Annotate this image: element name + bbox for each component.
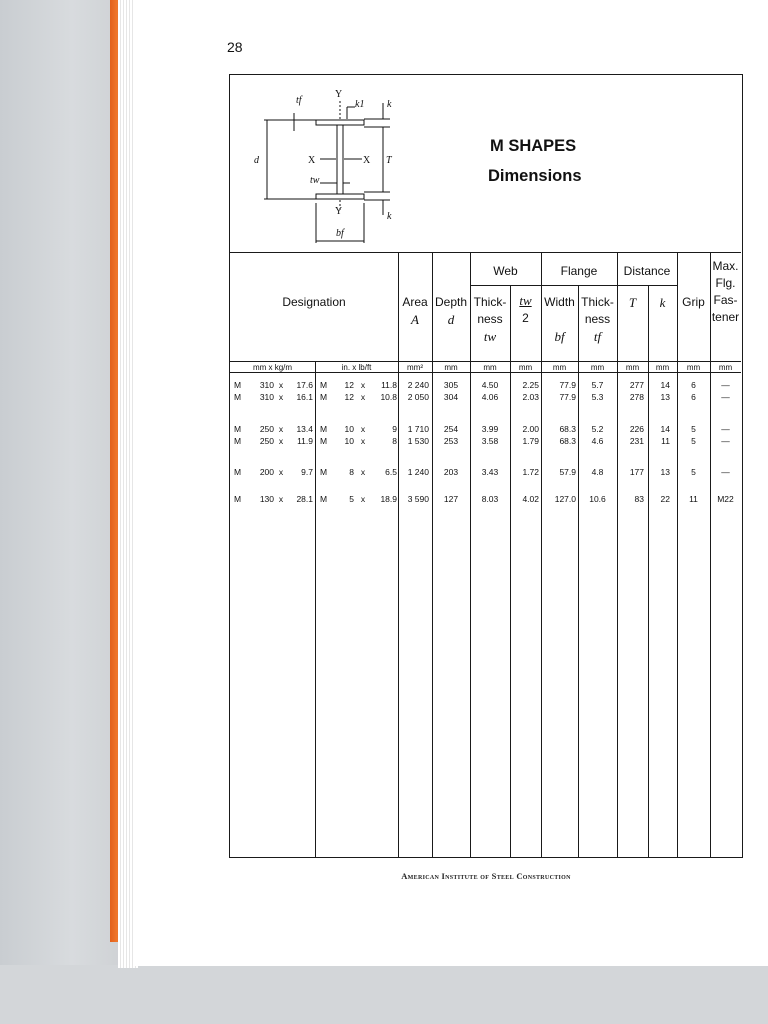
header-flange-thickness: Thick- ness tf <box>581 295 614 344</box>
table-frame <box>229 74 743 858</box>
cell-tw2: 2.00 <box>522 424 539 434</box>
unit-T: mm <box>625 363 640 372</box>
cell-tw: 8.03 <box>481 494 499 504</box>
cell-m-mass: 9.7 <box>301 467 313 477</box>
label-bf: bf <box>336 228 344 239</box>
cell-area: 1 710 <box>407 424 429 434</box>
header-rule <box>230 372 741 373</box>
cell-grip: 5 <box>691 467 696 477</box>
cell-grip: 6 <box>691 392 696 402</box>
header-distance: Distance <box>623 264 671 278</box>
header-k: k <box>659 295 666 310</box>
web <box>337 125 343 194</box>
cell-mx: x <box>278 392 284 402</box>
cell-i-wt: 10.8 <box>380 392 397 402</box>
page-number: 28 <box>227 39 243 55</box>
cell-bf: 77.9 <box>559 392 576 402</box>
top-flange <box>316 120 364 125</box>
cell-ix: x <box>360 436 366 446</box>
cell-depth: 203 <box>443 467 459 477</box>
cell-depth: 254 <box>443 424 459 434</box>
label-d: d <box>254 155 259 166</box>
cell-tf: 4.6 <box>591 436 604 446</box>
cell-mx: x <box>278 467 284 477</box>
cell-m-mass: 13.4 <box>296 424 313 434</box>
header-designation: Designation <box>282 295 346 309</box>
header-web-thickness: Thick- ness tw <box>473 295 507 344</box>
cell-T: 278 <box>629 392 644 402</box>
col-divider <box>677 252 678 857</box>
cell-grip: 11 <box>689 494 698 504</box>
header-grip: Grip <box>682 295 705 309</box>
unit-tw: mm <box>483 363 497 372</box>
header-web: Web <box>493 264 518 278</box>
background-surface <box>0 0 120 1024</box>
cell-area: 3 590 <box>407 494 429 504</box>
unit-area: mm² <box>407 363 423 372</box>
cell-grip: 6 <box>691 380 696 390</box>
background-bottom <box>0 965 768 1024</box>
cell-fastener: — <box>721 380 730 390</box>
cell-tw2: 1.72 <box>522 467 539 477</box>
cell-i1: M <box>320 424 328 434</box>
cell-bf: 77.9 <box>559 380 576 390</box>
cell-i-depth: 12 <box>344 380 354 390</box>
cell-tw: 4.50 <box>481 380 499 390</box>
cell-mx: x <box>278 436 284 446</box>
cell-depth: 127 <box>443 494 459 504</box>
label-k-top: k <box>387 99 392 110</box>
cell-m-mass: 16.1 <box>296 392 313 402</box>
cell-tw2: 2.03 <box>522 392 539 402</box>
cell-ix: x <box>360 392 366 402</box>
cell-m-depth: 200 <box>259 467 274 477</box>
cell-i-wt: 11.8 <box>381 380 397 390</box>
header-rule <box>230 361 741 362</box>
cell-tw2: 4.02 <box>522 494 539 504</box>
header-flange-width: Width bf <box>544 295 575 344</box>
cell-T: 277 <box>629 380 644 390</box>
cell-bf: 68.3 <box>559 436 576 446</box>
title-area <box>230 75 741 253</box>
cell-k: 13 <box>660 467 670 477</box>
m-shape-diagram <box>250 83 410 243</box>
cell-mx: x <box>278 424 284 434</box>
cell-T: 231 <box>629 436 644 446</box>
unit-metric: mm x kg/m <box>252 363 293 372</box>
cell-depth: 305 <box>443 380 459 390</box>
cell-tf: 5.2 <box>591 424 604 434</box>
cell-i-depth: 5 <box>349 494 354 504</box>
cell-i1: M <box>320 436 328 446</box>
cell-ix: x <box>360 494 366 504</box>
unit-tw2: mm <box>518 363 533 372</box>
header-rule <box>470 285 677 286</box>
cell-tw2: 2.25 <box>522 380 539 390</box>
header-max-fastener: Max. Flg. Fas- tener <box>711 259 740 324</box>
cell-ix: x <box>360 380 366 390</box>
cell-m-mass: 17.6 <box>296 380 313 390</box>
cell-i-depth: 10 <box>344 436 354 446</box>
cell-depth: 304 <box>443 392 459 402</box>
label-k1: k1 <box>355 99 365 110</box>
col-divider <box>432 252 433 857</box>
header-depth: Depth d <box>434 295 468 327</box>
cell-tf: 5.3 <box>591 392 604 402</box>
cell-m-depth: 250 <box>259 436 274 446</box>
cell-tf: 4.8 <box>591 467 604 477</box>
label-y-top: Y <box>335 89 343 100</box>
cell-bf: 68.3 <box>559 424 576 434</box>
unit-depth: mm <box>444 363 458 372</box>
cell-tw: 4.06 <box>481 392 499 402</box>
cell-fastener: — <box>721 436 730 446</box>
header-web-half: tw 2 <box>519 293 532 325</box>
cell-i-wt: 18.9 <box>380 494 397 504</box>
unit-tf: mm <box>590 363 605 372</box>
cell-tw2: 1.79 <box>522 436 539 446</box>
cell-m-depth: 310 <box>259 392 274 402</box>
cell-m1: M <box>234 380 242 390</box>
label-y-bottom: Y <box>335 206 343 217</box>
cell-i-wt: 8 <box>392 436 397 446</box>
label-tw: tw <box>310 175 320 186</box>
cell-tf: 10.6 <box>589 494 606 504</box>
cell-m-mass: 28.1 <box>296 494 313 504</box>
cell-k: 13 <box>660 392 670 402</box>
cell-m-depth: 310 <box>259 380 274 390</box>
cell-fastener: — <box>721 392 730 402</box>
page-subtitle: Dimensions <box>488 167 582 185</box>
publisher-footer: American Institute of Steel Construction <box>401 871 571 881</box>
col-divider <box>617 252 618 857</box>
col-divider <box>398 252 399 857</box>
page-title: M SHAPES <box>490 137 577 155</box>
col-divider <box>710 252 711 857</box>
cell-tw: 3.99 <box>481 424 499 434</box>
cell-mx: x <box>278 494 284 504</box>
cell-i-depth: 12 <box>344 392 354 402</box>
cell-fastener: — <box>721 467 730 477</box>
cell-bf: 57.9 <box>559 467 576 477</box>
cell-grip: 5 <box>691 424 696 434</box>
cell-k: 11 <box>661 436 670 446</box>
cell-tw: 3.58 <box>481 436 499 446</box>
cell-tf: 5.7 <box>591 380 604 390</box>
unit-k: mm <box>655 363 670 372</box>
cell-k: 14 <box>660 424 670 434</box>
cell-T: 226 <box>629 424 644 434</box>
cell-area: 2 240 <box>407 380 429 390</box>
cell-m1: M <box>234 424 242 434</box>
cell-ix: x <box>360 467 366 477</box>
label-x-right: X <box>363 155 371 166</box>
cell-m-depth: 130 <box>259 494 274 504</box>
cell-i1: M <box>320 467 328 477</box>
cell-area: 1 530 <box>407 436 429 446</box>
cell-mx: x <box>278 380 284 390</box>
header-area: Area A <box>402 295 428 327</box>
cell-tw: 3.43 <box>481 467 499 477</box>
cell-fastener: — <box>721 424 730 434</box>
cell-area: 1 240 <box>407 467 429 477</box>
cell-depth: 253 <box>443 436 459 446</box>
cell-i1: M <box>320 494 328 504</box>
col-divider <box>315 361 316 857</box>
cell-fastener: M22 <box>717 494 734 504</box>
cell-k: 14 <box>660 380 670 390</box>
cell-i1: M <box>320 380 328 390</box>
unit-fastener: mm <box>718 363 733 372</box>
cell-i-wt: 6.5 <box>385 467 397 477</box>
cell-m1: M <box>234 436 242 446</box>
bottom-flange <box>316 194 364 199</box>
label-T: T <box>386 155 392 166</box>
cell-m1: M <box>234 392 242 402</box>
cell-m-mass: 11.9 <box>297 436 313 446</box>
cell-i-wt: 9 <box>392 424 397 434</box>
cell-T: 177 <box>629 467 644 477</box>
cell-m1: M <box>234 467 242 477</box>
header-T: T <box>628 295 637 310</box>
cell-m1: M <box>234 494 242 504</box>
cell-m-depth: 250 <box>259 424 274 434</box>
label-k-bottom: k <box>387 211 392 222</box>
cell-k: 22 <box>660 494 670 504</box>
cell-ix: x <box>360 424 366 434</box>
cell-i-depth: 10 <box>344 424 354 434</box>
cell-i-depth: 8 <box>349 467 354 477</box>
unit-bf: mm <box>552 363 567 372</box>
cell-bf: 127.0 <box>554 494 576 504</box>
unit-imperial: in. x lb/ft <box>341 363 372 372</box>
label-x-left: X <box>308 155 316 166</box>
cell-grip: 5 <box>691 436 696 446</box>
cell-i1: M <box>320 392 328 402</box>
cell-T: 83 <box>634 494 644 504</box>
cell-area: 2 050 <box>407 392 429 402</box>
header-flange: Flange <box>560 264 598 278</box>
unit-grip: mm <box>686 363 701 372</box>
label-tf: tf <box>296 95 302 106</box>
